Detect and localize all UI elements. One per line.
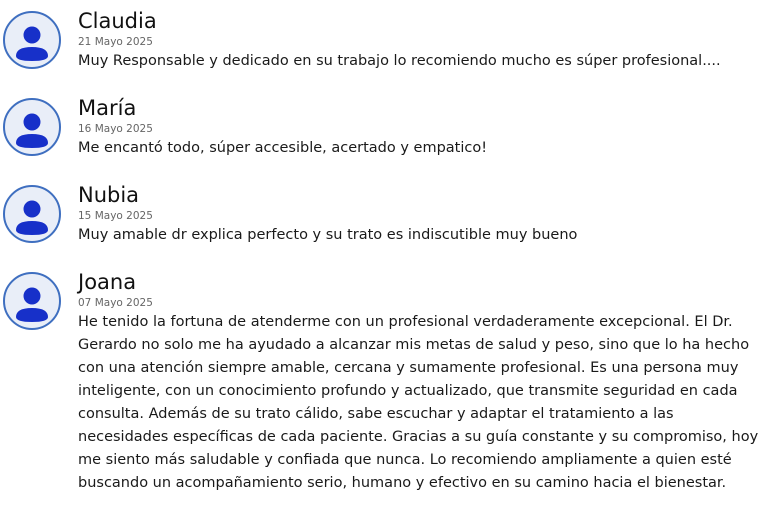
reviewer-name: Joana [78, 270, 137, 294]
review-date: 21 Mayo 2025 [78, 36, 153, 48]
reviewer-name: Claudia [78, 9, 157, 33]
user-avatar-icon [2, 184, 62, 244]
user-avatar-icon [2, 10, 62, 70]
review-date: 15 Mayo 2025 [78, 210, 153, 222]
user-avatar-icon [2, 97, 62, 157]
review-content [78, 8, 764, 73]
review-text: Muy amable dr explica perfecto y su trato es indiscutible muy bueno [78, 227, 578, 243]
review-date: 16 Mayo 2025 [78, 123, 153, 135]
review-content [78, 182, 764, 247]
reviewer-name: María [78, 96, 137, 120]
review-content [78, 269, 764, 495]
review-text: Muy Responsable y dedicado en su trabajo lo recomiendo mucho es súper profesional.... [78, 53, 721, 69]
review-date: 07 Mayo 2025 [78, 297, 153, 309]
reviewer-name: Nubia [78, 183, 140, 207]
review-text: He tenido la fortuna de atenderme con un profesional verdaderamente excepcional. El Dr. Gerardo no solo me ha ayudado a alcanzar mis metas de salud y peso, sino que lo ha hecho con una atención siempre amable, cercana y sumamente profesional. Es una persona muy inteligente, con un conocimiento profundo y actualizado, que transmite seguridad en cada consulta. Además de su trato cálido, sabe escuchar y adaptar el tratamiento a las necesidades específicas de cada paciente. Gracias a su guía constante y su compromiso, hoy me siento más saludable y confiada que nunca. Lo recomiendo ampliamente a quien esté buscando un acompañamiento serio, humano y efectivo en su camino hacia el bienestar. [78, 314, 759, 491]
review-content [78, 95, 764, 160]
review-text: Me encantó todo, súper accesible, acertado y empatico! [78, 140, 488, 156]
user-avatar-icon [2, 271, 62, 331]
